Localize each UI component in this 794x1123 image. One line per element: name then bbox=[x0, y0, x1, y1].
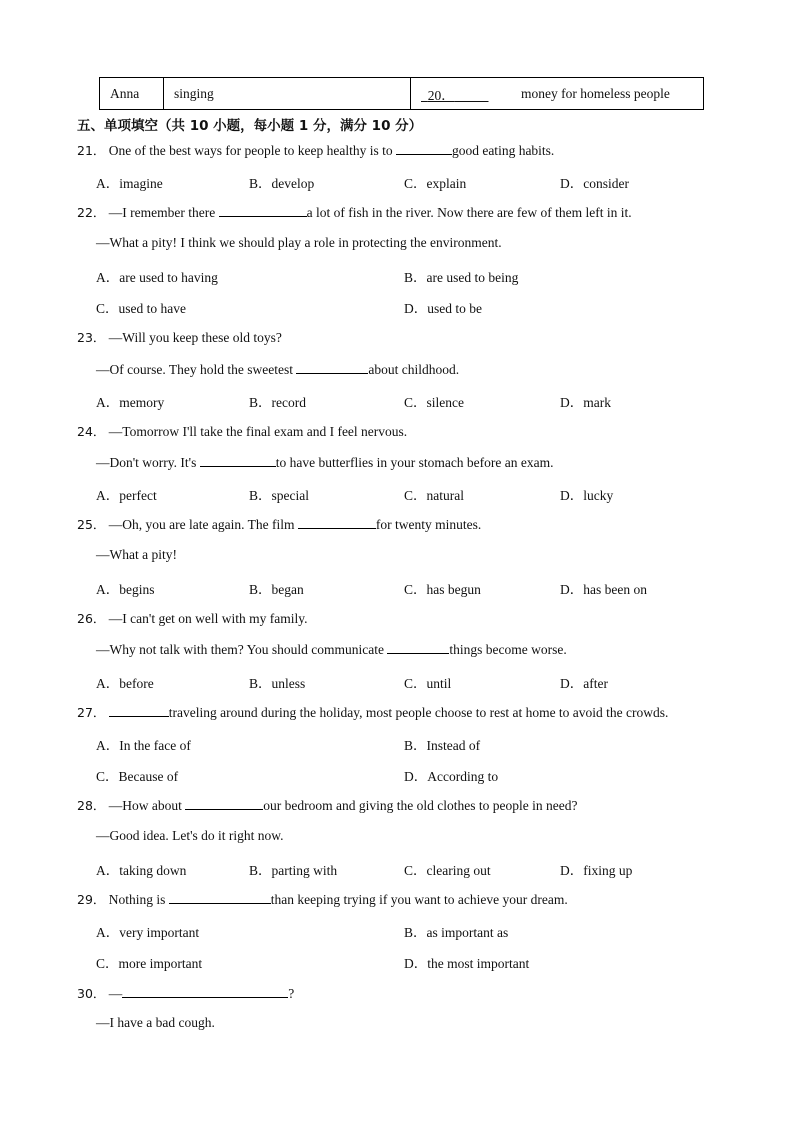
table-cell-blank bbox=[410, 78, 703, 109]
option-b: B．as important as bbox=[404, 925, 509, 940]
cell-text: Anna bbox=[110, 85, 140, 101]
option-c: C．more important bbox=[96, 956, 203, 971]
question-stem: —Tomorrow I'll take the final exam and I feel nervous. bbox=[108, 424, 408, 439]
option-a: A．very important bbox=[96, 925, 200, 940]
option-a: A．memory bbox=[96, 395, 165, 410]
question-stem: things become worse. bbox=[449, 642, 567, 657]
option-a: A．begins bbox=[96, 582, 155, 597]
answer-blank bbox=[298, 515, 376, 529]
question-number: 22． bbox=[77, 205, 106, 220]
option-c: C．clearing out bbox=[404, 863, 491, 878]
option-c: C．has begun bbox=[404, 582, 481, 597]
option-c: C．until bbox=[404, 676, 452, 691]
option-d: D．after bbox=[560, 676, 608, 691]
option-d: D．consider bbox=[560, 176, 629, 191]
option-c: C．natural bbox=[404, 488, 464, 503]
question-28-reply: —Good idea. Let's do it right now. bbox=[96, 828, 284, 843]
option-c: C．silence bbox=[404, 395, 464, 410]
answer-blank bbox=[396, 141, 452, 155]
option-c: C．explain bbox=[404, 176, 467, 191]
question-27 bbox=[77, 703, 668, 721]
option-d: D．has been on bbox=[560, 582, 647, 597]
option-b: B．are used to being bbox=[404, 270, 519, 285]
question-22 bbox=[77, 203, 632, 221]
option-d: D．used to be bbox=[404, 301, 482, 316]
question-22-reply: —What a pity! I think we should play a role in protecting the environment. bbox=[96, 235, 502, 250]
question-21 bbox=[77, 141, 554, 159]
cell-text: money for homeless people bbox=[521, 85, 670, 101]
option-d: D．According to bbox=[404, 769, 499, 784]
answer-blank bbox=[122, 984, 288, 998]
answer-blank bbox=[219, 203, 307, 217]
question-stem: —Will you keep these old toys? bbox=[108, 330, 282, 345]
answer-blank bbox=[185, 796, 263, 810]
answer-blank bbox=[169, 890, 271, 904]
question-23-reply bbox=[96, 360, 459, 378]
option-d: D．fixing up bbox=[560, 863, 633, 878]
question-stem: to have butterflies in your stomach before an exam. bbox=[275, 455, 554, 470]
section-title: 五、单项填空（共 10 小题，每小题 1 分，满分 10 分） bbox=[77, 118, 423, 134]
question-24-reply bbox=[96, 453, 554, 471]
question-stem: a lot of fish in the river. Now there are few of them left in it. bbox=[306, 205, 632, 220]
option-b: B．record bbox=[249, 395, 306, 410]
blank-number: 20． bbox=[427, 87, 455, 103]
option-c: C．Because of bbox=[96, 769, 179, 784]
option-a: A．perfect bbox=[96, 488, 157, 503]
option-a: A．are used to having bbox=[96, 270, 218, 285]
question-number: 27． bbox=[77, 705, 106, 720]
question-26 bbox=[77, 609, 308, 627]
answer-blank bbox=[387, 640, 449, 654]
question-stem: — bbox=[108, 986, 123, 1001]
question-number: 23． bbox=[77, 330, 106, 345]
option-d: D．the most important bbox=[404, 956, 530, 971]
option-b: B．develop bbox=[249, 176, 315, 191]
answer-blank bbox=[296, 360, 368, 374]
question-23 bbox=[77, 328, 282, 346]
question-number: 25． bbox=[77, 517, 106, 532]
answer-blank bbox=[109, 703, 169, 717]
option-b: B．unless bbox=[249, 676, 306, 691]
question-stem: Nothing is bbox=[108, 892, 169, 907]
question-stem: for twenty minutes. bbox=[375, 517, 482, 532]
question-stem: traveling around during the holiday, most people choose to rest at home to avoid the crowds. bbox=[168, 705, 669, 720]
question-stem: good eating habits. bbox=[451, 143, 555, 158]
question-number: 28． bbox=[77, 798, 106, 813]
answer-table-row bbox=[99, 77, 704, 110]
question-stem: our bedroom and giving the old clothes to people in need? bbox=[263, 798, 578, 813]
question-stem: —Oh, you are late again. The film bbox=[108, 517, 298, 532]
answer-blank bbox=[200, 453, 276, 467]
question-24 bbox=[77, 422, 407, 440]
question-stem: —Why not talk with them? You should communicate bbox=[96, 642, 388, 657]
option-b: B．Instead of bbox=[404, 738, 481, 753]
table-cell-activity bbox=[163, 78, 410, 109]
option-a: A．taking down bbox=[96, 863, 187, 878]
question-stem: One of the best ways for people to keep healthy is to bbox=[108, 143, 396, 158]
question-28 bbox=[77, 796, 577, 814]
question-30 bbox=[77, 984, 294, 1002]
question-stem: about childhood. bbox=[368, 362, 460, 377]
question-stem: —Don't worry. It's bbox=[96, 455, 200, 470]
question-stem: —Of course. They hold the sweetest bbox=[96, 362, 297, 377]
question-stem: —How about bbox=[108, 798, 186, 813]
cell-text: singing bbox=[174, 85, 214, 101]
question-25 bbox=[77, 515, 481, 533]
option-a: A．In the face of bbox=[96, 738, 191, 753]
option-d: D．mark bbox=[560, 395, 611, 410]
blank-20 bbox=[421, 84, 517, 104]
question-number: 29． bbox=[77, 892, 106, 907]
question-number: 24． bbox=[77, 424, 106, 439]
question-26-reply bbox=[96, 640, 567, 658]
option-b: B．special bbox=[249, 488, 309, 503]
question-number: 30． bbox=[77, 986, 106, 1001]
question-number: 21． bbox=[77, 143, 106, 158]
option-b: B．parting with bbox=[249, 863, 338, 878]
option-c: C．used to have bbox=[96, 301, 186, 316]
question-stem: —I remember there bbox=[108, 205, 219, 220]
question-25-reply: —What a pity! bbox=[96, 547, 177, 562]
option-b: B．began bbox=[249, 582, 304, 597]
question-30-reply: —I have a bad cough. bbox=[96, 1015, 215, 1030]
table-cell-name bbox=[100, 78, 163, 109]
question-number: 26． bbox=[77, 611, 106, 626]
question-stem: than keeping trying if you want to achieve your dream. bbox=[270, 892, 568, 907]
question-stem: —I can't get on well with my family. bbox=[108, 611, 308, 626]
option-a: A．imagine bbox=[96, 176, 163, 191]
question-29 bbox=[77, 890, 568, 908]
question-stem: ? bbox=[288, 986, 295, 1001]
option-a: A．before bbox=[96, 676, 154, 691]
option-d: D．lucky bbox=[560, 488, 614, 503]
